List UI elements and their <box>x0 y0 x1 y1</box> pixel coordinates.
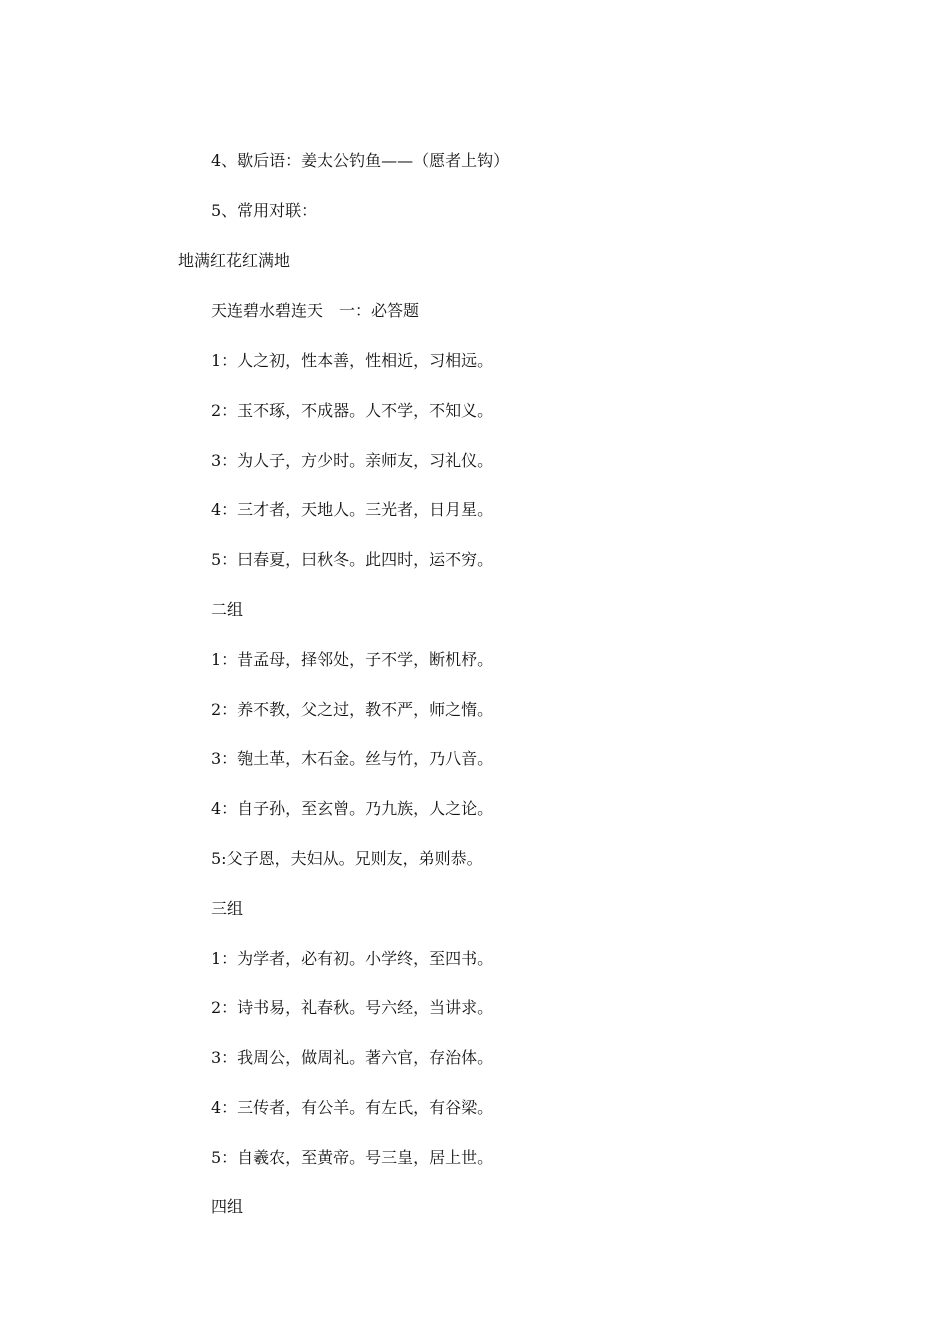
text-line: 1：为学者，必有初。小学终，至四书。 <box>211 949 494 968</box>
group-heading: 二组 <box>211 600 244 619</box>
text-line-duilian-heading: 5、常用对联： <box>211 201 318 220</box>
text-line-duilian-lower: 天连碧水碧连天 一：必答题 <box>211 301 420 320</box>
text-line: 4：三传者，有公羊。有左氏，有谷梁。 <box>211 1098 494 1117</box>
text-line: 5：曰春夏，曰秋冬。此四时，运不穷。 <box>211 550 494 569</box>
text-line: 4：三才者，天地人。三光者，日月星。 <box>211 500 494 519</box>
text-line: 5:父子恩，夫妇从。兄则友，弟则恭。 <box>211 849 483 868</box>
text-line: 3：匏土革，木石金。丝与竹，乃八音。 <box>211 749 494 768</box>
text-line: 1：昔孟母，择邻处，子不学，断机杼。 <box>211 650 494 669</box>
text-line-duilian-upper: 地满红花红满地 <box>178 251 291 270</box>
group-heading: 四组 <box>211 1197 244 1216</box>
text-line: 3：我周公，做周礼。著六官，存治体。 <box>211 1048 494 1067</box>
text-line: 4：自子孙，至玄曾。乃九族，人之论。 <box>211 799 494 818</box>
text-line: 2：养不教，父之过，教不严，师之惰。 <box>211 700 494 719</box>
text-line: 1：人之初，性本善，性相近，习相远。 <box>211 351 494 370</box>
text-line: 3：为人子，方少时。亲师友，习礼仪。 <box>211 451 494 470</box>
text-line: 2：诗书易，礼春秋。号六经，当讲求。 <box>211 998 494 1017</box>
text-line: 2：玉不琢，不成器。人不学，不知义。 <box>211 401 494 420</box>
text-line-xiehouyu: 4、歇后语：姜太公钓鱼——（愿者上钩） <box>211 151 510 170</box>
text-line: 5：自羲农，至黄帝。号三皇，居上世。 <box>211 1148 494 1167</box>
group-heading: 三组 <box>211 899 244 918</box>
